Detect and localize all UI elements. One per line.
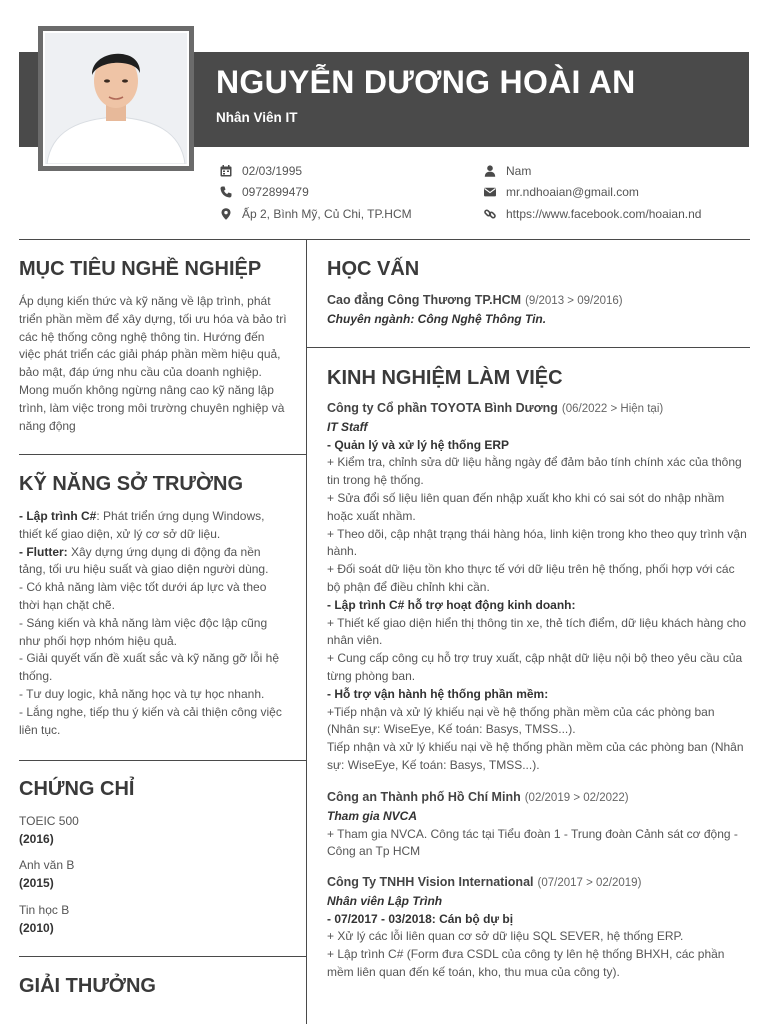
skill-item: - Có khả năng làm việc tốt dưới áp lực và theo thời hạn chặt chẽ. — [19, 580, 267, 612]
phone-icon — [219, 185, 233, 199]
certificate-year: (2010) — [19, 920, 54, 935]
divider-left-2 — [19, 760, 306, 761]
skills-list — [19, 508, 287, 739]
job-period: (07/2017 > 02/2019) — [537, 877, 642, 889]
job-position: Tham gia NVCA — [327, 808, 418, 823]
certificates-title: CHỨNG CHỈ — [19, 778, 135, 800]
job-duty: + Kiểm tra, chỉnh sửa dữ liệu hằng ngày để đảm bảo tính chính xác của thông tin trong hệ thống. — [327, 455, 742, 488]
job-duty: + Cung cấp công cụ hỗ trợ truy xuất, cập nhật dữ liệu nội bộ theo yêu cầu của từng phòng ban. — [327, 651, 743, 683]
birthday-value: 02/03/1995 — [242, 164, 303, 178]
job-entry — [327, 400, 747, 775]
location-icon — [219, 207, 233, 221]
job-position: Nhân viên Lập Trình — [327, 893, 443, 908]
awards-title: GIẢI THƯỞNG — [19, 975, 156, 997]
skill-item: - Lắng nghe, tiếp thu ý kiến và cải thiện công việc liên tục. — [19, 704, 282, 737]
skills-title: KỸ NĂNG SỞ TRƯỜNG — [19, 473, 244, 495]
certificate-year: (2016) — [19, 831, 54, 846]
job-entry — [327, 789, 747, 861]
job-position: IT Staff — [327, 419, 368, 434]
user-icon — [483, 164, 497, 178]
link-icon — [483, 207, 497, 221]
education-period: (9/2013 > 09/2016) — [525, 295, 623, 307]
job-duty: + Đối soát dữ liệu tồn kho thực tế với dữ liệu trên hệ thống, phối hợp với các bộ phận để điều chỉnh khi cần. — [327, 562, 735, 594]
divider-left-3 — [19, 956, 306, 957]
education-entry — [327, 292, 747, 329]
candidate-role: Nhân Viên IT — [216, 110, 298, 125]
skill-item: - Giải quyết vấn đề xuất sắc và kỹ năng gỡ lỗi hệ thống. — [19, 651, 280, 684]
skill-item: - Lập trình C#: Phát triển ứng dụng Windows, thiết kế giao diện, xử lý cơ sở dữ liệu. — [19, 509, 265, 541]
contact-website — [483, 207, 701, 221]
job-duty: + Tham gia NVCA. Công tác tại Tiểu đoàn 1 - Trung đoàn Cảnh sát cơ động - Công an Tp HCM — [327, 826, 738, 859]
job-duty-heading: - Quản lý và xử lý hệ thống ERP — [327, 437, 510, 452]
contact-email — [483, 185, 639, 199]
job-duty: Tiếp nhận và xử lý khiếu nại về hệ thống phần mềm của các phòng ban (Nhân sự: WiseEye, Kế toán: Basys, TMSS...). — [327, 740, 744, 772]
job-duty: + Theo dõi, cập nhật trạng thái hàng hóa, linh kiện trong kho theo quy trình vận hành. — [327, 526, 747, 559]
job-duty: + Sửa đổi số liệu liên quan đến nhập xuất kho khi có sai sót do nhập nhầm hoặc xuất nhầm. — [327, 490, 725, 523]
job-period: (06/2022 > Hiện tại) — [561, 403, 664, 415]
job-company: Công an Thành phố Hồ Chí Minh — [327, 790, 521, 804]
job-duty-heading: - 07/2017 - 03/2018: Cán bộ dự bị — [327, 911, 514, 926]
job-entry — [327, 874, 747, 982]
contact-gender — [483, 164, 531, 178]
divider-vertical — [306, 239, 307, 1024]
profile-photo — [45, 33, 187, 164]
job-duty: + Thiết kế giao diện hiển thị thông tin xe, thẻ tích điểm, dữ liệu khách hàng cho nhân viên. — [327, 615, 747, 648]
school-name: Cao đẳng Công Thương TP.HCM — [327, 293, 522, 307]
divider-right-1 — [306, 347, 750, 348]
certificate-item — [19, 857, 74, 892]
certificate-item — [19, 813, 79, 848]
skill-item: - Sáng kiến và khả năng làm việc độc lập cũng như phối hợp nhóm hiệu quả. — [19, 615, 268, 648]
envelope-icon — [483, 185, 497, 199]
objective-title: MỤC TIÊU NGHỀ NGHIỆP — [19, 258, 262, 280]
website-value[interactable]: https://www.facebook.com/hoaian.nd — [506, 207, 702, 221]
education-major: Chuyên ngành: Công Nghệ Thông Tin. — [327, 311, 547, 326]
candidate-name: NGUYỄN DƯƠNG HOÀI AN — [216, 64, 636, 100]
certificate-item — [19, 902, 69, 937]
job-company: Công ty Cổ phần TOYOTA Bình Dương — [327, 401, 558, 415]
certificate-name: TOEIC 500 — [19, 814, 79, 828]
phone-value: 0972899479 — [242, 185, 309, 199]
job-period: (02/2019 > 02/2022) — [524, 792, 629, 804]
avatar-portrait — [45, 33, 187, 164]
certificate-name: Anh văn B — [19, 858, 75, 872]
job-company: Công Ty TNHH Vision International — [327, 875, 534, 889]
profile-photo-frame — [38, 26, 194, 171]
calendar-icon — [219, 164, 233, 178]
divider-top — [19, 239, 750, 240]
experience-title: KINH NGHIỆM LÀM VIỆC — [327, 367, 563, 389]
address-value: Ấp 2, Bình Mỹ, Củ Chi, TP.HCM — [242, 207, 412, 221]
job-duty-heading: - Lập trình C# hỗ trợ hoạt động kinh doanh: — [327, 597, 576, 612]
contact-phone — [219, 185, 309, 199]
certificate-name: Tin học B — [19, 903, 70, 917]
objective-text: Áp dụng kiến thức và kỹ năng về lập trình, phát triển phần mềm để xây dựng, tối ưu hóa và bảo trì các hệ thống công nghệ thông tin. Hướng đến việc phát triển các giải pháp phần mềm hiệu quả, bảo mật, đáp ứng nhu cầu của doanh nghiệp. Mong muốn không ngừng nâng cao kỹ năng lập trình, làm việc trong môi trường chuyên nghiệp và năng động — [19, 294, 287, 433]
gender-value: Nam — [506, 164, 532, 178]
email-value[interactable]: mr.ndhoaian@gmail.com — [506, 185, 639, 199]
job-duty-heading: - Hỗ trợ vận hành hệ thống phần mềm: — [327, 686, 549, 701]
divider-left-1 — [19, 454, 306, 455]
job-duty: + Lập trình C# (Form đưa CSDL của công ty lên hệ thống BHXH, các phần mềm liên quan đến kế toán, kho, thu mua của công ty). — [327, 947, 725, 979]
skill-item: - Flutter: Xây dựng ứng dụng di động đa nền tảng, tối ưu hiệu suất và giao diện người dùng. — [19, 544, 269, 577]
contact-address — [219, 207, 412, 221]
skill-item: - Tư duy logic, khả năng học và tự học nhanh. — [19, 686, 265, 701]
job-duty: + Xử lý các lỗi liên quan cơ sở dữ liệu SQL SEVER, hệ thống ERP. — [327, 929, 684, 944]
certificate-year: (2015) — [19, 875, 54, 890]
contact-birthday — [219, 164, 302, 178]
education-title: HỌC VẤN — [327, 258, 420, 280]
job-duty: +Tiếp nhận và xử lý khiếu nại về hệ thống phần mềm của các phòng ban (Nhân sự: WiseEye, Kế toán: Basys, TMSS...). — [327, 704, 715, 737]
